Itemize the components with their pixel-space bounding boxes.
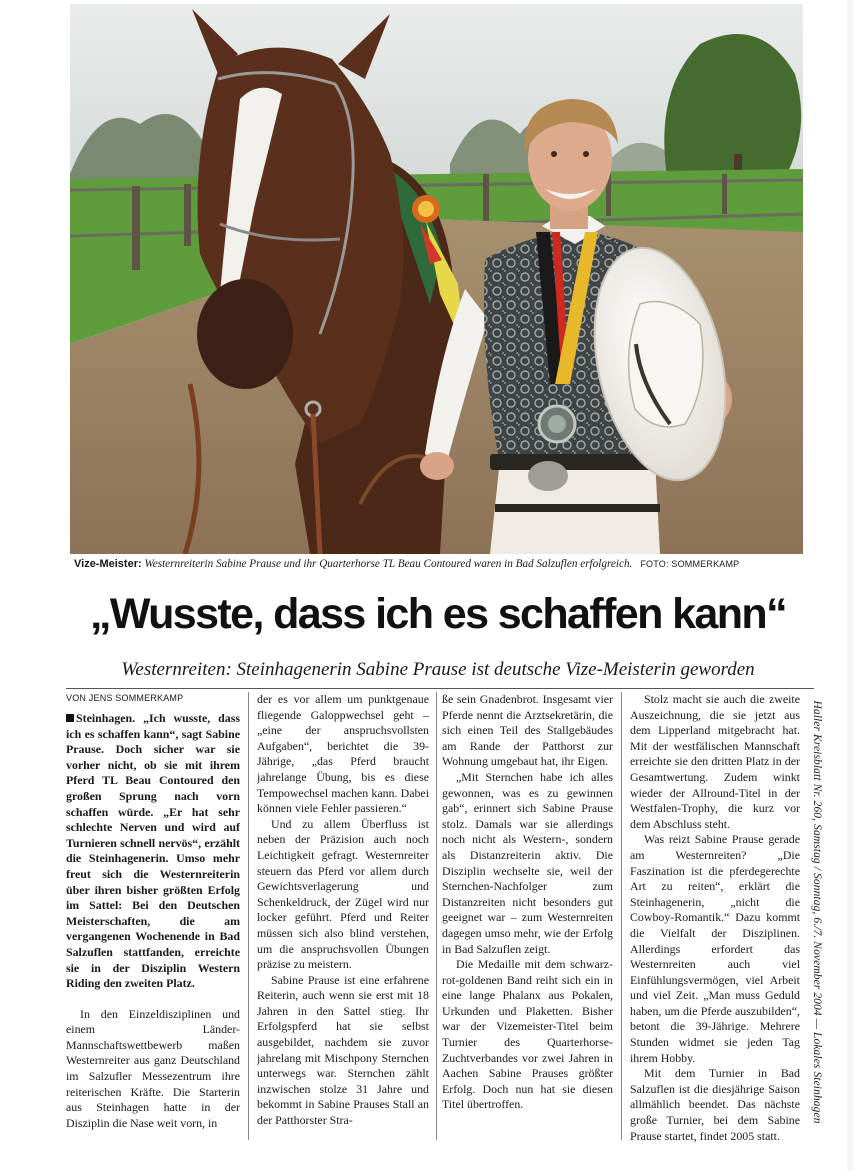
paragraph: Die Medaille mit dem schwarz-rot-goldenen Band reiht sich ein in eine lange Phalanx aus Pokalen, Urkunden und Plaketten. Bisher war der Vizemeister-Titel beim Turnier des Quarterhorse-Zuchtverbandes vor zwei Jahren in Aachen Sabine Prauses größter Erfolg. Doch nun hat sie diesen Titel übertroffen. (442, 957, 613, 1112)
horse-and-rider-photo (70, 4, 803, 554)
caption-text: Westernreiterin Sabine Prause und ihr Quarterhorse TL Beau Contoured waren in Bad Salzuflen erfolgreich. (141, 558, 633, 570)
article-photo (70, 4, 803, 554)
article-column-2 (257, 692, 429, 1142)
caption-lead: Vize-Meister: (74, 558, 142, 570)
photo-caption (74, 556, 814, 572)
photo-credit: FOTO: SOMMERKAMP (640, 559, 740, 569)
article-column-4 (630, 692, 800, 1142)
article-subheadline: Westernreiten: Steinhagenerin Sabine Prause ist deutsche Vize-Meisterin geworden (121, 659, 755, 680)
byline: VON JENS SOMMERKAMP (66, 693, 184, 703)
paragraph: Und zu allem Überfluss ist neben der Präzision auch noch Leichtigkeit gefragt. Westernreiter steuern das Pferd vor allem durch Gewichtsverlagerung und Schenkeldruck, der Zügel wird nur locker geführt. Pferd und Reiter müssen sich also blind verstehen, um die anspruchsvollen Übungen präzise zu meistern. (257, 816, 429, 972)
paragraph: In den Einzeldisziplinen und einem Länder-Mannschaftswettbewerb maßen Westernreiter aus ganz Deutschland im Salzufler Messezentrum ihre reiterischen Kräfte. Die Starterin aus Steinhagen hatte in der Disziplin die Nase weit vorn, in (66, 1006, 240, 1130)
paragraph: der es vor allem um punktgenaue fliegende Galoppwechsel geht – „eine der anspruchsvollsten Aufgaben“, berichtet die 39-Jährige, „das Pferd braucht jahrelange Übung, bis es diese Tempowechsel machen kann. Dabei können viele Fehler passieren.“ (257, 692, 429, 816)
paragraph: Sabine Prause ist eine erfahrene Reiterin, auch wenn sie erst mit 18 Jahren in den Sattel stieg. Ihr Erfolgspferd hat sie selbst ausgebildet, nachdem sie zuvor jahrelang mit Mischpony Sternchen unterwegs war. Sternchen zählt inzwischen stolze 31 Jahre und bekommt in Sabine Prauses Stall an der Patthorster Stra- (257, 972, 429, 1128)
intro-paragraph: Steinhagen. „Ich wusste, dass ich es schaffen kann“, sagt Sabine Prause. Doch sicher war sie vorher nicht, ob sie mit ihrem Pferd TL Beau Contoured den großen Sprung nach vorn schaffen würde. „Er hat sehr schlechte Nerven und wird auf Turnieren schnell nervös“, erzählt die Steinhagenerin. Umso mehr freut sich die Westernreiterin über ihren bisher größten Erfolg im Sattel: Bei den Deutschen Meisterschaften, die am vergangenen Wochenende in Bad Salzuflen stattfanden, erreichte sie in der Disziplin Western Riding den zweiten Platz. (66, 711, 240, 991)
column-divider (621, 692, 622, 1140)
paragraph: Was reizt Sabine Prause gerade am Westernreiten? „Die Faszination ist die pferdegerechte Art zu reiten“, erklärt die Steinhagenerin, „nicht die Cowboy-Romantik.“ Dazu kommt die Vielfalt der Disziplinen. Allerdings erfordert das Westernreiten auch viel Einfühlungsvermögen, viel Arbeit und viel Zeit. „Man muss Geduld haben, um die Pferde auszubilden“, betont die 39-Jährige. Mehrere Stunden widmet sie jeden Tag ihrem Hobby. (630, 832, 800, 1065)
headline-rule (66, 688, 814, 689)
publication-sidebar (803, 690, 831, 1135)
paragraph: ße sein Gnadenbrot. Insgesamt vier Pferde nennt die Arztsekretärin, die sich einen Teil des Stallgebäudes am Rande der Patthorst zur Wohnung umgebaut hat, ihr Eigen. (442, 692, 613, 769)
article-headline: „Wusste, dass ich es schaffen kann“ (90, 590, 786, 638)
section-marker-icon (66, 714, 74, 722)
paragraph: Mit dem Turnier in Bad Salzuflen ist die diesjährige Saison allmählich beendet. Das nächste große Turnier, bei dem Sabine Prause startet, findet 2005 statt. (630, 1066, 800, 1142)
article-column-1 (66, 692, 240, 1142)
column-divider (436, 692, 437, 1140)
page-edge (847, 0, 853, 1171)
paragraph: „Mit Sternchen habe ich alles gewonnen, was es zu gewinnen gab“, erinnert sich Sabine Prause stolz. Damals war sie allerdings noch nicht als Western-, sondern als Distanzreiterin aktiv. Die Disziplin wechselte sie, weil der Sternchen-Nachfolger zum Distanzreiten nicht besonders gut geeignet war – zum Westernreiten dagegen umso mehr, wie der Erfolg in Bad Salzuflen zeigt. (442, 769, 613, 956)
article-column-3 (442, 692, 613, 1142)
paragraph: Stolz macht sie auch die zweite Auszeichnung, die sie jetzt aus dem Lipperland mitgebracht hat. Mit der westfälischen Mannschaft erreichte sie den dritten Platz in der Gesamtwertung. Zudem winkt wieder der Allround-Titel in der Westfalen-Trophy, die kurz vor dem Abschluss steht. (630, 692, 800, 831)
column-divider (248, 692, 249, 1140)
publication-info: Haller Kreisblatt Nr. 260, Samstag / Sonntag, 6./7. November 2004 — Lokales Steinhagen (811, 700, 823, 1124)
